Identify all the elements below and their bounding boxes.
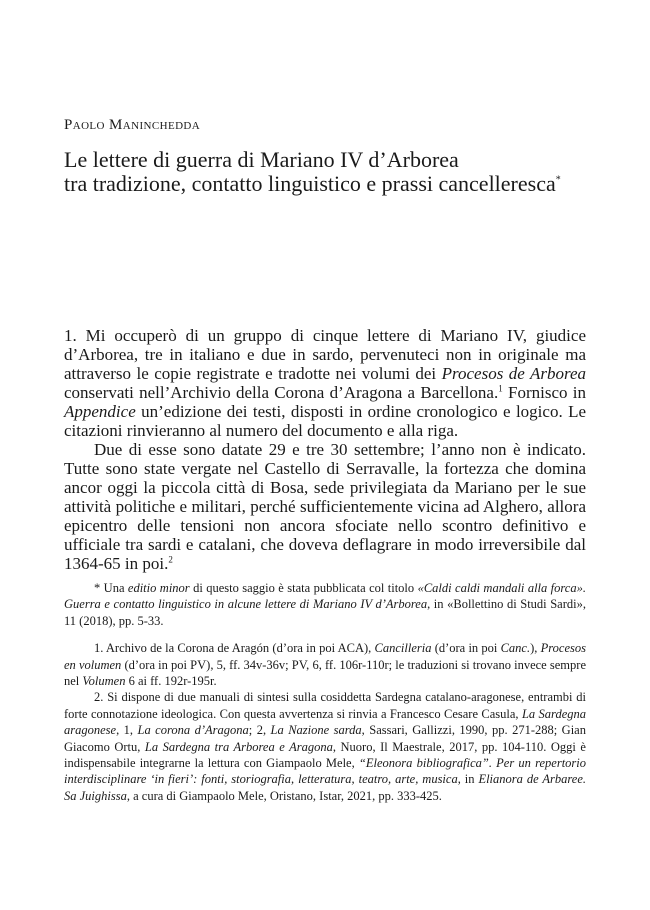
article-title bbox=[64, 148, 594, 196]
fn2-b: La Sardegna aragonese bbox=[64, 706, 587, 738]
p2-text-a: Due di esse sono datate 29 e tre 30 settembre; l’anno non è indicato. Tutte sono state vergate nel Castello di Serravalle, la fortezza che domina ancor oggi la piccola città di Bosa, sede privilegiata da Mariano per le sue attività politiche e militari, perché sufficientemente vicina ad Alghero, allora epicentro delle tensioni non ancora sfociate nello scontro definitivo e ufficiale tra sardi e catalani, che doveva deflagrare in modo irreversibile dal 1364-65 in poi. bbox=[64, 440, 586, 573]
p1-text-c: conservati nell’Archivio della Corona d’Aragona a Barcellona. bbox=[64, 383, 499, 402]
fn1-i: 6 ai ff. 192r-195r. bbox=[125, 674, 217, 689]
fn1-a: 1. Archivo de la Corona de Aragón (d’ora in poi ACA), bbox=[94, 641, 375, 656]
fn1-h: Volumen bbox=[82, 674, 126, 689]
author-name: Paolo Maninchedda bbox=[64, 117, 201, 133]
fn2-a: 2. Si dispone di due manuali di sintesi sulla cosiddetta Sardegna catalano-aragonese, entrambi di forte connotazione ideologica. Con questa avvertenza si rinvia a Francesco Cesare Casula, bbox=[64, 690, 586, 721]
fnstar-a: * Una bbox=[94, 581, 128, 595]
fn2-d: La corona d’Aragona bbox=[137, 723, 249, 738]
fn2-i: , Nuoro, Il Maestrale, 2017, pp. 104-110. Oggi è indispensabile integrarne la lettura con Giampaolo Mele, bbox=[64, 739, 586, 771]
fn2-k: , in bbox=[457, 772, 479, 787]
fn1-g: (d’ora in poi PV), 5, ff. 34v-36v; PV, 6, ff. 106r-110r; le traduzioni si trovano invece sempre nel bbox=[64, 657, 586, 689]
fn2-e: ; 2, bbox=[248, 723, 271, 738]
footnote-2 bbox=[64, 689, 586, 804]
title-line-2 bbox=[64, 172, 594, 196]
footnote-1 bbox=[64, 640, 586, 689]
p1-text-a: 1. Mi occuperò di un gruppo di cinque lettere di Mariano IV, giudice d’Arborea, tre in italiano e due in sardo, pervenuteci non in originale ma attraverso le copie registrate e tradotte nei volumi dei bbox=[64, 326, 586, 383]
body-text bbox=[64, 326, 586, 573]
p1-italic-appendice: Appendice bbox=[64, 402, 136, 421]
fn2-h: La Sardegna tra Arborea e Aragona bbox=[144, 739, 333, 754]
fnstar-c: di questo saggio è stata pubblicata col titolo bbox=[189, 581, 418, 595]
fn1-b: Cancilleria bbox=[374, 641, 432, 656]
fn1-d: Canc. bbox=[500, 641, 531, 656]
footnotes bbox=[64, 580, 586, 804]
fn2-f: La Nazione sarda bbox=[270, 723, 362, 738]
fn2-j: “Eleonora bibliografica”. Per un repertorio interdisciplinare ‘in fieri’: fonti, storiografia, letteratura, teatro, arte, musica bbox=[64, 756, 587, 787]
fn2-m: , a cura di Giampaolo Mele, Oristano, Istar, 2021, pp. 333-425. bbox=[126, 788, 442, 803]
title-line-2-text: tra tradizione, contatto linguistico e prassi cancelleresca bbox=[64, 171, 556, 196]
footnote-star bbox=[64, 580, 586, 629]
fnstar-d: «Caldi caldi mandali alla forca». Guerra e contatto linguistico in alcune lettere di Mariano IV d’Arborea bbox=[64, 581, 586, 612]
paragraph-1 bbox=[64, 326, 586, 440]
p1-text-f: un’edizione dei testi, disposti in ordine cronologico e logico. Le citazioni rinvieranno al numero del documento e alla riga. bbox=[64, 402, 586, 440]
footnote-ref-2[interactable]: 2 bbox=[168, 554, 173, 565]
fn1-f: Procesos en volumen bbox=[64, 641, 586, 672]
title-line-1: Le lettere di guerra di Mariano IV d’Arborea bbox=[64, 147, 459, 172]
footnote-ref-1[interactable]: 1 bbox=[498, 383, 503, 394]
p1-text-d: Fornisco in bbox=[502, 383, 586, 402]
fn2-c: , 1, bbox=[116, 723, 138, 738]
p1-italic-procesos: Procesos de Arborea bbox=[441, 364, 586, 383]
fn2-g: , Sassari, Gallizzi, 1990, pp. 271-288; Gian Giacomo Ortu, bbox=[64, 723, 586, 754]
fnstar-b: editio minor bbox=[127, 581, 190, 595]
fn2-l: Elianora de Arbaree. Sa Juighissa bbox=[64, 772, 586, 803]
paragraph-2 bbox=[64, 440, 586, 573]
fn1-c: (d’ora in poi bbox=[431, 641, 501, 656]
title-footnote-marker[interactable]: * bbox=[555, 174, 561, 186]
fnstar-e: , in «Bollettino di Studi Sardi», 11 (2018), pp. 5-33. bbox=[64, 597, 586, 628]
fn1-e: ), bbox=[530, 641, 541, 656]
